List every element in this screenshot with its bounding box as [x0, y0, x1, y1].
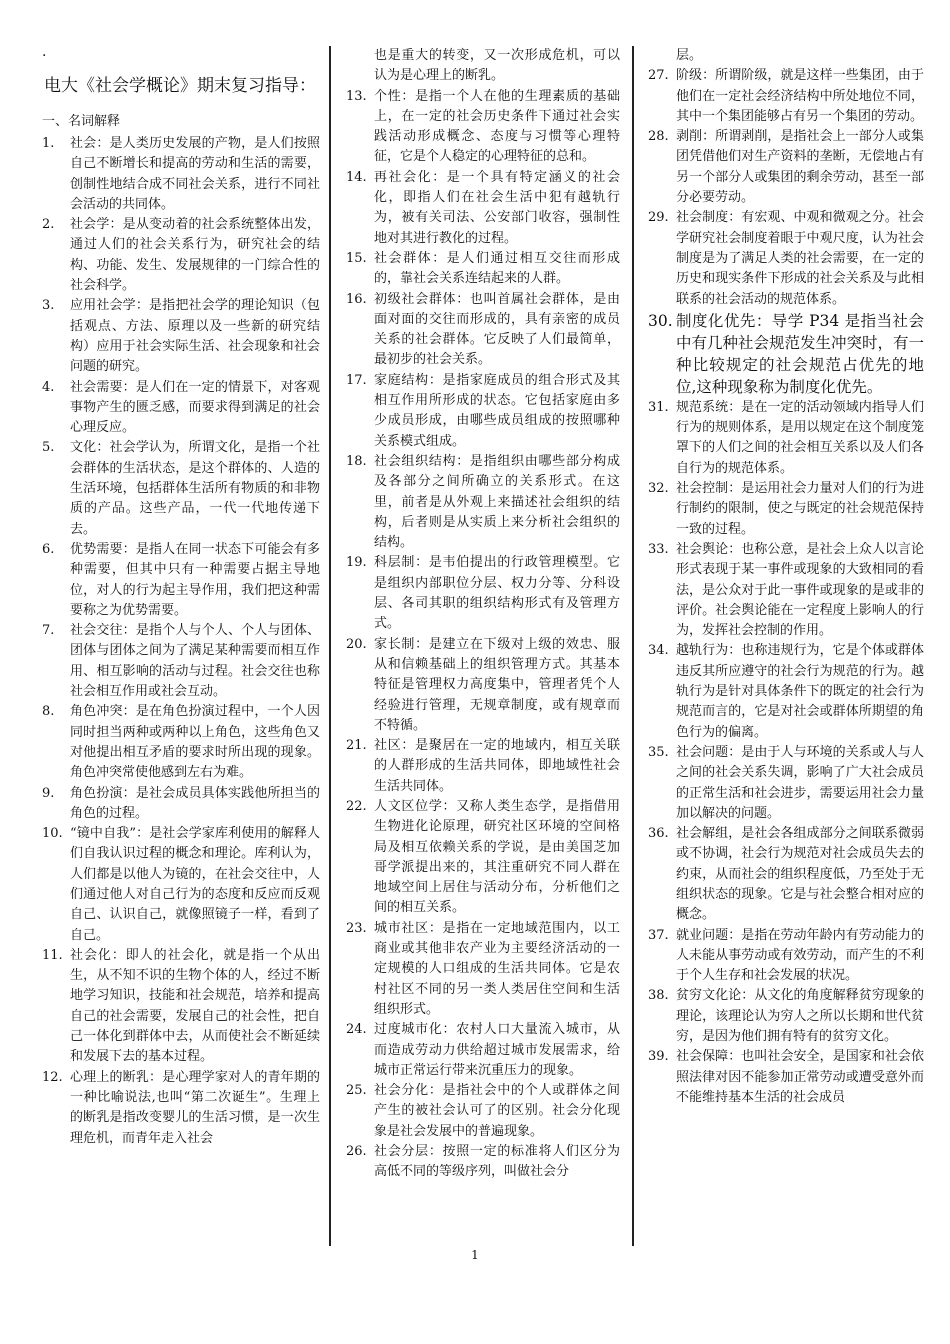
term-item	[644, 310, 924, 398]
item-number: 11.	[42, 947, 63, 963]
item-text: 越轨行为：也称违规行为，它是个体或群体违反其所应遵守的社会行为规范的行为。越轨行为是针对具体条件下的既定的社会行为规范而言的，它是对社会或群体所期望的角色行为的偏离。	[676, 643, 924, 740]
term-item	[644, 208, 924, 309]
item-number: 20.	[346, 636, 367, 652]
term-item	[342, 797, 620, 919]
term-list	[38, 134, 320, 1149]
item-number: 30.	[648, 311, 673, 330]
item-text: 文化：社会学认为，所谓文化，是指一个社会群体的生活状态，是这个群体的、人造的生活环境，包括群体生活所有物质的和非物质的产品。这些产品，一代一代地传递下去。	[70, 440, 320, 537]
item-text: 再社会化：是一个具有特定涵义的社会化，即指人们在社会生活中犯有越轨行为，被有关司法、公安部门收容，强制性地对其进行教化的过程。	[374, 169, 620, 246]
column-2	[342, 46, 620, 1183]
item-number: 27.	[648, 68, 669, 84]
term-item	[342, 736, 620, 797]
item-number: 32.	[648, 481, 669, 497]
item-number: 4.	[42, 379, 55, 395]
item-number: 17.	[346, 372, 367, 388]
item-number: 25.	[346, 1083, 367, 1099]
term-item	[342, 553, 620, 634]
term-item	[38, 946, 320, 1068]
item-text: 社会组织结构：是指组织由哪些部分构成及各部分之间所确立的关系形式。在这里，前者是从外观上来描述社会组织的结构，后者则是从实质上来分析社会组织的结构。	[374, 453, 620, 551]
term-list	[644, 66, 924, 1108]
term-item	[38, 702, 320, 783]
item-text: 社会化：即人的社会化，就是指一个从出生，从不知不识的生物个体的人，经过不断地学习知识，技能和社会规范，培养和提高自己的社会需要，发展自己的社会性，把自己一体化到群体中去，从而使社会不断延续和发展下去的基本过程。	[70, 947, 320, 1065]
item-number: 35.	[648, 744, 669, 760]
item-number: 26.	[346, 1144, 367, 1160]
term-item	[342, 1142, 620, 1183]
section-heading: 一、名词解释	[42, 114, 121, 129]
item-number: 1.	[42, 136, 55, 151]
item-number: 18.	[346, 453, 367, 469]
item-text: 家长制：是建立在下级对上级的效忠、服从和信赖基础上的组织管理方式。其基本特征是管理权力高度集中，管理者凭个人经验进行管理，无规章制度，或有规章而不特循。	[374, 636, 620, 733]
item-text: 社区：是聚居在一定的地域内，相互关联的人群形成的生活共同体，即地域性社会生活共同体。	[374, 738, 620, 794]
item-number: 37.	[648, 927, 669, 943]
item-text: 个性：是指一个人在他的生理素质的基础上，在一定的社会历史条件下通过社会实践活动形成概念、态度与习惯等心理特征，它是个人稳定的心理特征的总和。	[374, 88, 620, 165]
item-text: 社会保障：也叫社会安全，是国家和社会依照法律对因不能参加正常劳动或遭受意外而不能维持基本生活的社会成员	[676, 1049, 924, 1105]
term-item	[38, 1068, 320, 1149]
term-item	[644, 127, 924, 208]
item-number: 15.	[346, 250, 367, 266]
item-text: 过度城市化：农村人口大量流入城市，从而造成劳动力供给超过城市发展需求，给城市正常运行带来沉重压力的现象。	[374, 1022, 620, 1078]
term-item	[342, 168, 620, 249]
item-number: 33.	[648, 541, 669, 557]
term-item	[644, 66, 924, 127]
item-number: 21.	[346, 738, 367, 754]
item-number: 13.	[346, 88, 367, 104]
item-number: 28.	[648, 129, 669, 145]
term-item	[38, 824, 320, 946]
term-item	[644, 986, 924, 1047]
bullet-dot: ·	[42, 48, 47, 64]
item-number: 3.	[42, 298, 55, 314]
item-text: 心理上的断乳：是心理学家对人的青年期的一种比喻说法,也叫“第二次诞生”。生理上的断乳是指改变婴儿的生活习惯，是一次生理危机，而青年走入社会	[70, 1069, 320, 1146]
item-number: 9.	[42, 785, 55, 801]
term-item	[342, 371, 620, 452]
item-number: 14.	[346, 169, 367, 185]
item-text: 社会：是人类历史发展的产物，是人们按照自己不断增长和提高的劳动和生活的需要，创制性地结合成不同社会关系，进行不同社会活动的共同体。	[70, 136, 320, 212]
document-title: 电大《社会学概论》期末复习指导：	[44, 76, 316, 96]
term-item	[342, 635, 620, 736]
item-text: 社会控制：是运用社会力量对人们的行为进行制约的限制，使之与既定的社会规范保持一致的过程。	[676, 481, 924, 537]
item-number: 7.	[42, 623, 55, 639]
term-item	[38, 438, 320, 539]
item-number: 10.	[42, 826, 63, 842]
term-item	[342, 1020, 620, 1081]
term-item	[644, 743, 924, 824]
item-text: 初级社会群体：也叫首属社会群体，是由面对面的交往而形成的，具有亲密的成员关系的社会群体。它反映了人们最简单，最初步的社会关系。	[374, 291, 620, 368]
item-text: 就业问题：是指在劳动年龄内有劳动能力的人未能从事劳动或有效劳动，而产生的不利于个人生存和社会发展的状况。	[676, 927, 924, 984]
item-text: 阶级：所谓阶级，就是这样一些集团，由于他们在一定社会经济结构中所处地位不同，其中一个集团能够占有另一个集团的劳动。	[676, 68, 924, 124]
term-item	[342, 249, 620, 290]
item-number: 39.	[648, 1049, 669, 1065]
item-text: 优势需要：是指人在同一状态下可能会有多种需要，但其中只有一种需要占据主导地位，对人的行为起主导作用，我们把这种需要称之为优势需要。	[70, 541, 320, 618]
term-item	[342, 452, 620, 553]
item-text: 社会交往：是指个人与个人、个人与团体、团体与团体之间为了满足某种需要而相互作用、相互影响的活动与过程。社会交往也称社会相互作用或社会互动。	[70, 623, 320, 700]
item-text: 角色扮演：是社会成员具体实践他所担当的角色的过程。	[70, 785, 320, 821]
item-number: 6.	[42, 541, 55, 557]
term-item	[38, 215, 320, 296]
term-item	[644, 641, 924, 742]
item-number: 16.	[346, 291, 367, 307]
item-text: 社会舆论：也称公意，是社会上众人以言论形式表现于某一事件或现象的大致相同的看法，是公众对于此一事件或现象的是或非的评价。社会舆论能在一定程度上影响人的行为，发挥社会控制的作用。	[676, 541, 924, 639]
item-number: 23.	[346, 920, 367, 936]
item-text: 人文区位学：又称人类生态学，是指借用生物进化论原理，研究社区环境的空间格局及相互依赖关系的学说，是由美国芝加哥学派提出来的，其注重研究不同人群在地域空间上居住与活动分布，分析他们之间的相互关系。	[374, 798, 620, 916]
column-3	[644, 46, 924, 1108]
item-text: 社会群体：是人们通过相互交往而形成的，靠社会关系连结起来的人群。	[374, 250, 620, 287]
page-number: 1	[471, 1248, 479, 1262]
item-number: 2.	[42, 217, 55, 233]
term-item	[644, 479, 924, 540]
item-text: 贫穷文化论：从文化的角度解释贫穷现象的理论，该理论认为穷人之所以长期和世代贫穷，是因为他们拥有特有的贫穷文化。	[676, 988, 924, 1045]
item-text: 城市社区：是指在一定地域范围内，以工商业或其他非农产业为主要经济活动的一定规模的人口组成的生活共同体。它是农村社区不同的另一类人类居住空间和生活组织形式。	[374, 920, 620, 1017]
item-text: 科层制：是韦伯提出的行政管理模型。它是组织内部职位分层、权力分等、分科设层、各司其职的组织结构形式有及管理方式。	[374, 555, 620, 632]
item-number: 31.	[648, 399, 669, 415]
item-number: 22.	[346, 798, 367, 814]
item-text: 角色冲突：是在角色扮演过程中，一个人因同时担当两种或两种以上角色，这些角色又对他提出相互矛盾的要求时所出现的现象。角色冲突常使他感到左右为难。	[70, 704, 320, 781]
item-text: 社会分化：是指社会中的个人或群体之间产生的被社会认可了的区别。社会分化现象是社会发展中的普遍现象。	[374, 1083, 620, 1139]
term-item	[342, 87, 620, 168]
item-number: 38.	[648, 988, 669, 1004]
item-number: 29.	[648, 210, 669, 226]
item-text: 剥削：所谓剥削，是指社会上一部分人或集团凭借他们对生产资料的垄断，无偿地占有另一个部分人或集团的剩余劳动，甚至一部分必要劳动。	[676, 129, 924, 206]
item-text: 社会分层：按照一定的标准将人们区分为高低不同的等级序列，叫做社会分	[374, 1144, 620, 1180]
term-item	[38, 378, 320, 439]
term-item	[644, 540, 924, 641]
term-item	[38, 784, 320, 825]
column-divider	[329, 46, 331, 1246]
term-list	[342, 87, 620, 1183]
item-text: 社会学：是从变动着的社会系统整体出发，通过人们的社会关系行为，研究社会的结构、功能、发生、发展规律的一门综合性的社会科学。	[70, 217, 320, 294]
item-number: 34.	[648, 643, 669, 659]
item-number: 12.	[42, 1069, 63, 1085]
term-item	[38, 540, 320, 621]
item-text: 家庭结构：是指家庭成员的组合形式及其相互作用所形成的状态。它包括家庭由多少成员形成，由哪些成员组成的按照哪种关系模式组成。	[374, 372, 620, 449]
item-number: 5.	[42, 440, 55, 456]
item-text: 社会解组，是社会各组成部分之间联系微弱或不协调，社会行为规范对社会成员失去的约束，从而社会的组织程度低，乃至处于无组织状态的现象。它是与社会整合相对应的概念。	[676, 826, 924, 923]
item-text: 社会需要：是人们在一定的情景下，对客观事物产生的匮乏感，而要求得到满足的社会心理反应。	[70, 379, 320, 436]
term-item	[644, 1047, 924, 1108]
term-item	[342, 290, 620, 371]
term-item	[38, 134, 320, 215]
term-item	[644, 926, 924, 987]
term-item	[644, 398, 924, 479]
item-text: 规范系统：是在一定的活动领域内指导人们行为的规则体系，是用以规定在这个制度笼罩下的人们之间的社会相互关系以及人们各自行为的规范体系。	[676, 399, 924, 476]
item-text: 制度化优先：导学 P34 是指当社会中有几种社会规范发生冲突时，有一种比较规定的社会规范占优先的地位,这种现象称为制度化优先。	[676, 311, 925, 396]
term-item	[342, 919, 620, 1020]
item-number: 8.	[42, 704, 55, 720]
item-text: 应用社会学：是指把社会学的理论知识（包括观点、方法、原理以及一些新的研究结构）应用于社会实际生活、社会现象和社会问题的研究。	[70, 298, 320, 375]
item-number: 36.	[648, 826, 669, 842]
column-1	[38, 46, 320, 1149]
item-number: 24.	[346, 1022, 367, 1038]
item-number: 19.	[346, 555, 367, 571]
item-text: 社会问题：是由于人与环境的关系或人与人之间的社会关系失调，影响了广大社会成员的正常生活和社会进步，需要运用社会力量加以解决的问题。	[676, 744, 924, 821]
item-text: 社会制度：有宏观、中观和微观之分。社会学研究社会制度着眼于中观尺度，认为社会制度是为了满足人类的社会需要，在一定的历史和现实条件下形成的社会关系及与此相联系的社会活动的规范体系。	[676, 210, 924, 307]
term-item	[38, 296, 320, 377]
term-item	[342, 1081, 620, 1142]
continuation-text: 也是重大的转变，又一次形成危机，可以认为是心理上的断乳。	[374, 48, 620, 84]
term-item	[644, 824, 924, 925]
continuation-text: 层。	[676, 48, 703, 63]
term-item	[38, 621, 320, 702]
column-divider	[632, 46, 634, 1246]
item-text: “镜中自我”：是社会学家库利使用的解释人们自我认识过程的概念和理论。库利认为，人们都是以他人为镜的，在社会交往中，人们通过他人对自己行为的态度和反应而反观自己、认识自己，就像照镜子一样，看到了自己。	[70, 826, 320, 943]
